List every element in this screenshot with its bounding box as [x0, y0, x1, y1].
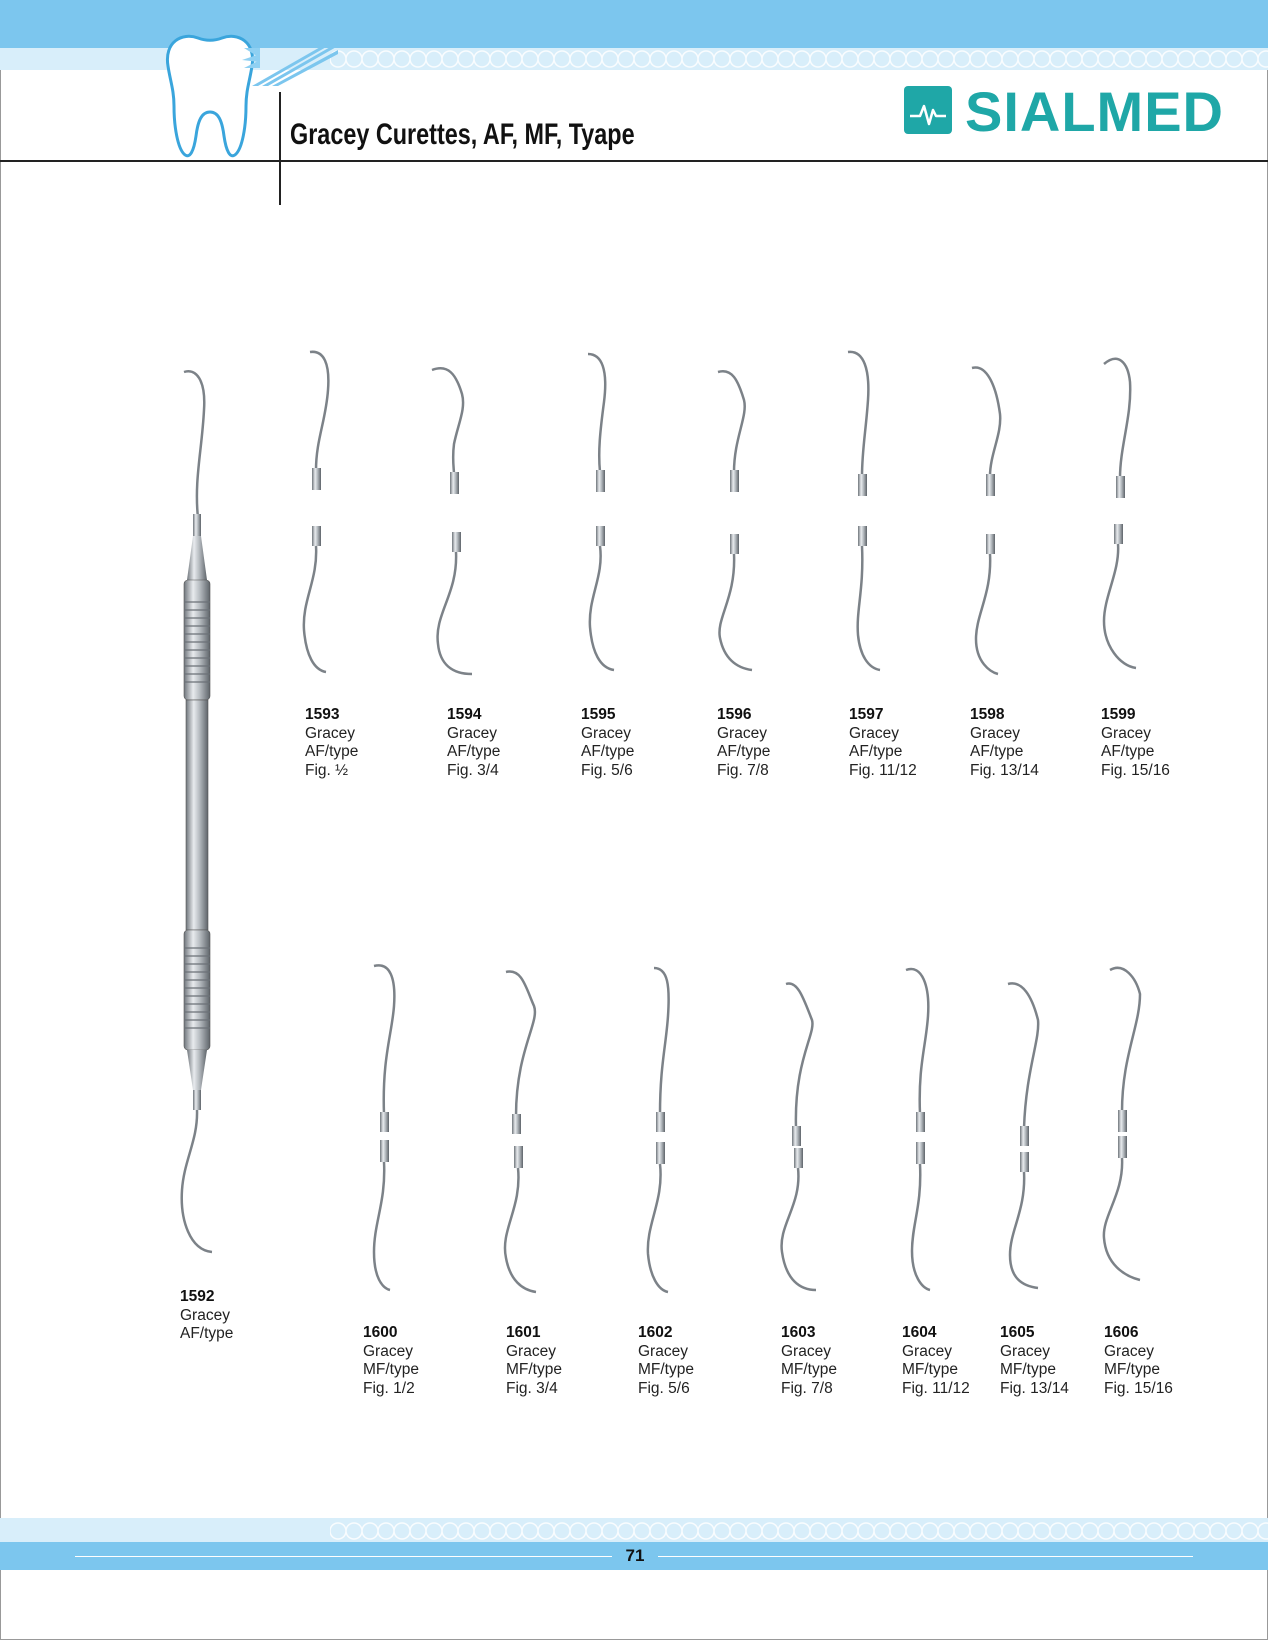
product-code: 1598: [970, 706, 1005, 723]
header-divider: [279, 92, 281, 205]
header-rule: [0, 160, 1268, 162]
product-label-1606: [1104, 1324, 1173, 1398]
product-name: Gracey: [1104, 1342, 1154, 1360]
product-name: Gracey: [1000, 1342, 1050, 1360]
product-code: 1603: [781, 1324, 816, 1341]
product-code: 1602: [638, 1324, 673, 1341]
product-code: 1593: [305, 706, 340, 723]
product-label-1597: [849, 706, 917, 780]
product-label-1602: [638, 1324, 694, 1398]
product-type: AF/type: [1101, 743, 1155, 760]
header-circle-pattern: [330, 48, 1268, 70]
product-fig: Fig. 15/16: [1104, 1379, 1173, 1397]
instrument-1600-image: [368, 962, 418, 1298]
product-type: AF/type: [717, 743, 771, 760]
product-label-1594: [447, 706, 500, 780]
product-label-1595: [581, 706, 634, 780]
product-name: Gracey: [581, 724, 631, 742]
instrument-1605-image: [1004, 980, 1058, 1298]
product-type: MF/type: [1000, 1361, 1056, 1378]
page-title: Gracey Curettes, AF, MF, Tyape: [290, 118, 635, 151]
product-type: MF/type: [363, 1361, 419, 1378]
product-fig: Fig. 7/8: [717, 761, 769, 779]
product-name: Gracey: [781, 1342, 831, 1360]
product-code: 1601: [506, 1324, 541, 1341]
product-name: Gracey: [305, 724, 355, 742]
product-code: 1600: [363, 1324, 398, 1341]
instrument-1593-image: [300, 350, 350, 680]
instrument-1604-image: [902, 966, 952, 1300]
product-fig: Fig. 3/4: [506, 1379, 558, 1397]
product-type: AF/type: [447, 743, 501, 760]
product-label-1598: [970, 706, 1039, 780]
product-code: 1592: [180, 1288, 215, 1305]
product-label-1599: [1101, 706, 1170, 780]
product-name: Gracey: [902, 1342, 952, 1360]
product-label-1592: [180, 1288, 233, 1344]
product-name: Gracey: [717, 724, 767, 742]
product-name: Gracey: [447, 724, 497, 742]
instrument-1602-image: [642, 966, 692, 1300]
product-name: Gracey: [506, 1342, 556, 1360]
product-label-1600: [363, 1324, 419, 1398]
product-type: MF/type: [781, 1361, 837, 1378]
footer-circle-pattern: [330, 1520, 1268, 1542]
product-code: 1595: [581, 706, 616, 723]
product-type: MF/type: [1104, 1361, 1160, 1378]
product-fig: Fig. 11/12: [849, 761, 917, 779]
product-code: 1599: [1101, 706, 1136, 723]
product-name: Gracey: [1101, 724, 1151, 742]
product-type: AF/type: [970, 743, 1024, 760]
product-code: 1597: [849, 706, 884, 723]
product-type: AF/type: [581, 743, 635, 760]
product-name: Gracey: [180, 1306, 230, 1324]
product-code: 1605: [1000, 1324, 1035, 1341]
product-label-1605: [1000, 1324, 1069, 1398]
instrument-1592-image: [176, 370, 236, 1270]
product-name: Gracey: [849, 724, 899, 742]
instrument-1594-image: [428, 364, 488, 684]
product-code: 1594: [447, 706, 482, 723]
header-stripes: [252, 46, 338, 86]
product-type: MF/type: [638, 1361, 694, 1378]
product-code: 1596: [717, 706, 752, 723]
product-type: AF/type: [849, 743, 903, 760]
instrument-1597-image: [840, 350, 894, 682]
product-type: MF/type: [902, 1361, 958, 1378]
instrument-1599-image: [1100, 356, 1154, 682]
logo-icon: [904, 86, 952, 134]
product-fig: Fig. 15/16: [1101, 761, 1170, 779]
product-label-1603: [781, 1324, 837, 1398]
instrument-1601-image: [502, 968, 562, 1300]
tooth-icon: [160, 28, 260, 160]
instrument-1596-image: [712, 368, 772, 684]
product-fig: Fig. 1/2: [363, 1379, 415, 1397]
product-fig: Fig. 5/6: [581, 761, 633, 779]
product-type: AF/type: [305, 743, 359, 760]
product-fig: Fig. 7/8: [781, 1379, 833, 1397]
product-fig: Fig. 3/4: [447, 761, 499, 779]
product-label-1604: [902, 1324, 970, 1398]
product-label-1593: [305, 706, 358, 780]
product-code: 1606: [1104, 1324, 1139, 1341]
product-fig: Fig. ½: [305, 761, 349, 779]
product-label-1596: [717, 706, 770, 780]
product-name: Gracey: [970, 724, 1020, 742]
instrument-1606-image: [1100, 966, 1160, 1300]
instrument-1603-image: [780, 980, 840, 1300]
product-fig: Fig. 13/14: [970, 761, 1039, 779]
product-fig: Fig. 13/14: [1000, 1379, 1069, 1397]
product-code: 1604: [902, 1324, 937, 1341]
product-fig: Fig. 5/6: [638, 1379, 690, 1397]
product-type: MF/type: [506, 1361, 562, 1378]
product-name: Gracey: [638, 1342, 688, 1360]
product-type: AF/type: [180, 1325, 234, 1342]
instrument-1595-image: [580, 352, 630, 682]
page-number: 71: [625, 1546, 645, 1565]
instrument-1598-image: [966, 364, 1026, 682]
product-name: Gracey: [363, 1342, 413, 1360]
product-fig: Fig. 11/12: [902, 1379, 970, 1397]
product-label-1601: [506, 1324, 562, 1398]
brand-logo-text: SIALMED: [965, 80, 1224, 143]
